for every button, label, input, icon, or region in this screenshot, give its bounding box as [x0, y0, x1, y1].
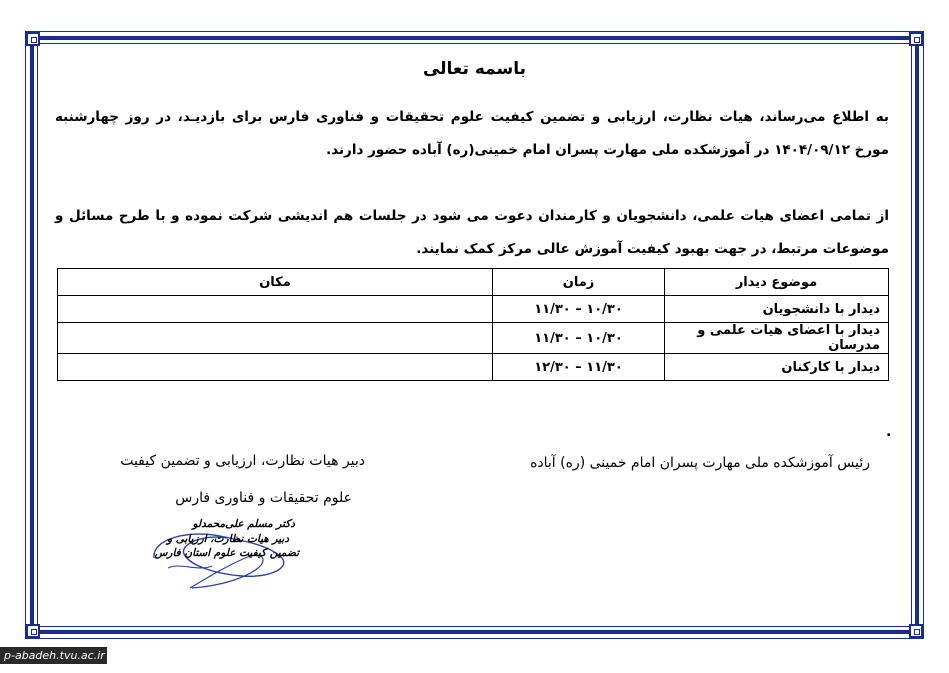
stamp-role-line1: دبیر هیات نظارت، ارزیابی و	[167, 533, 289, 545]
meeting-schedule-table	[57, 268, 889, 381]
row-place	[58, 323, 493, 354]
signature-secretary-title-line1: دبیر هیات نظارت، ارزیابی و تضمین کیفیت	[120, 453, 365, 469]
announcement-paragraph: به اطلاع می‌رساند، هیات نظارت، ارزیابی و تضمین کیفیت علوم تحقیقات و فناوری فارس برای بازدیـد، در روز چهارشنبه مورخ ۱۴۰۴/۰۹/۱۲ در آموزشکده ملی مهارت پسران امام خمینی(ره) آباده حضور دارند.	[55, 109, 889, 158]
row-time: ۱۰/۳۰ – ۱۱/۳۰	[493, 296, 665, 323]
header-topic: موضوع دیدار	[665, 269, 889, 296]
row-topic: دیدار با کارکنان	[665, 354, 889, 381]
frame-corner-bottom-left	[26, 624, 40, 638]
document-title: باسمه تعالی	[422, 59, 527, 79]
row-place	[58, 354, 493, 381]
invitation-paragraph: از تمامی اعضای هیات علمی، دانشجویان و کارمندان دعوت می شود در جلسات هم اندیشی شرکت نموده و با طرح مسائل و موضوعات مرتبط، در جهت بهبود کیفیت آموزش عالی مرکز کمک نمایند.	[55, 208, 889, 257]
stamp-name: دکتر مسلم علی‌محمدلو	[192, 518, 295, 530]
frame-corner-bottom-right	[909, 624, 923, 638]
row-topic: دیدار با اعضای هیات علمی و مدرسان	[665, 323, 889, 354]
trailing-dot: .	[886, 424, 892, 440]
site-watermark: p-abadeh.tvu.ac.ir	[0, 647, 107, 664]
table-row	[58, 323, 889, 354]
frame-corner-top-right	[909, 32, 923, 46]
signature-director-title: رئیس آموزشکده ملی مهارت پسران امام خمینی (ره) آباده	[530, 455, 870, 471]
row-time: ۱۱/۳۰ – ۱۲/۳۰	[493, 354, 665, 381]
row-topic: دیدار با دانشجویان	[665, 296, 889, 323]
header-time: زمان	[493, 269, 665, 296]
header-place: مکان	[58, 269, 493, 296]
signature-secretary-title-line2: علوم تحقیقات و فناوری فارس	[175, 490, 352, 506]
frame-corner-top-left	[26, 32, 40, 46]
table-row	[58, 354, 889, 381]
stamp-role-line2: تضمین کیفیت علوم استان فارس	[154, 547, 299, 559]
table-header-row	[58, 269, 889, 296]
table-row	[58, 296, 889, 323]
row-time: ۱۰/۳۰ – ۱۱/۳۰	[493, 323, 665, 354]
row-place	[58, 296, 493, 323]
signature-stamp	[150, 516, 305, 591]
